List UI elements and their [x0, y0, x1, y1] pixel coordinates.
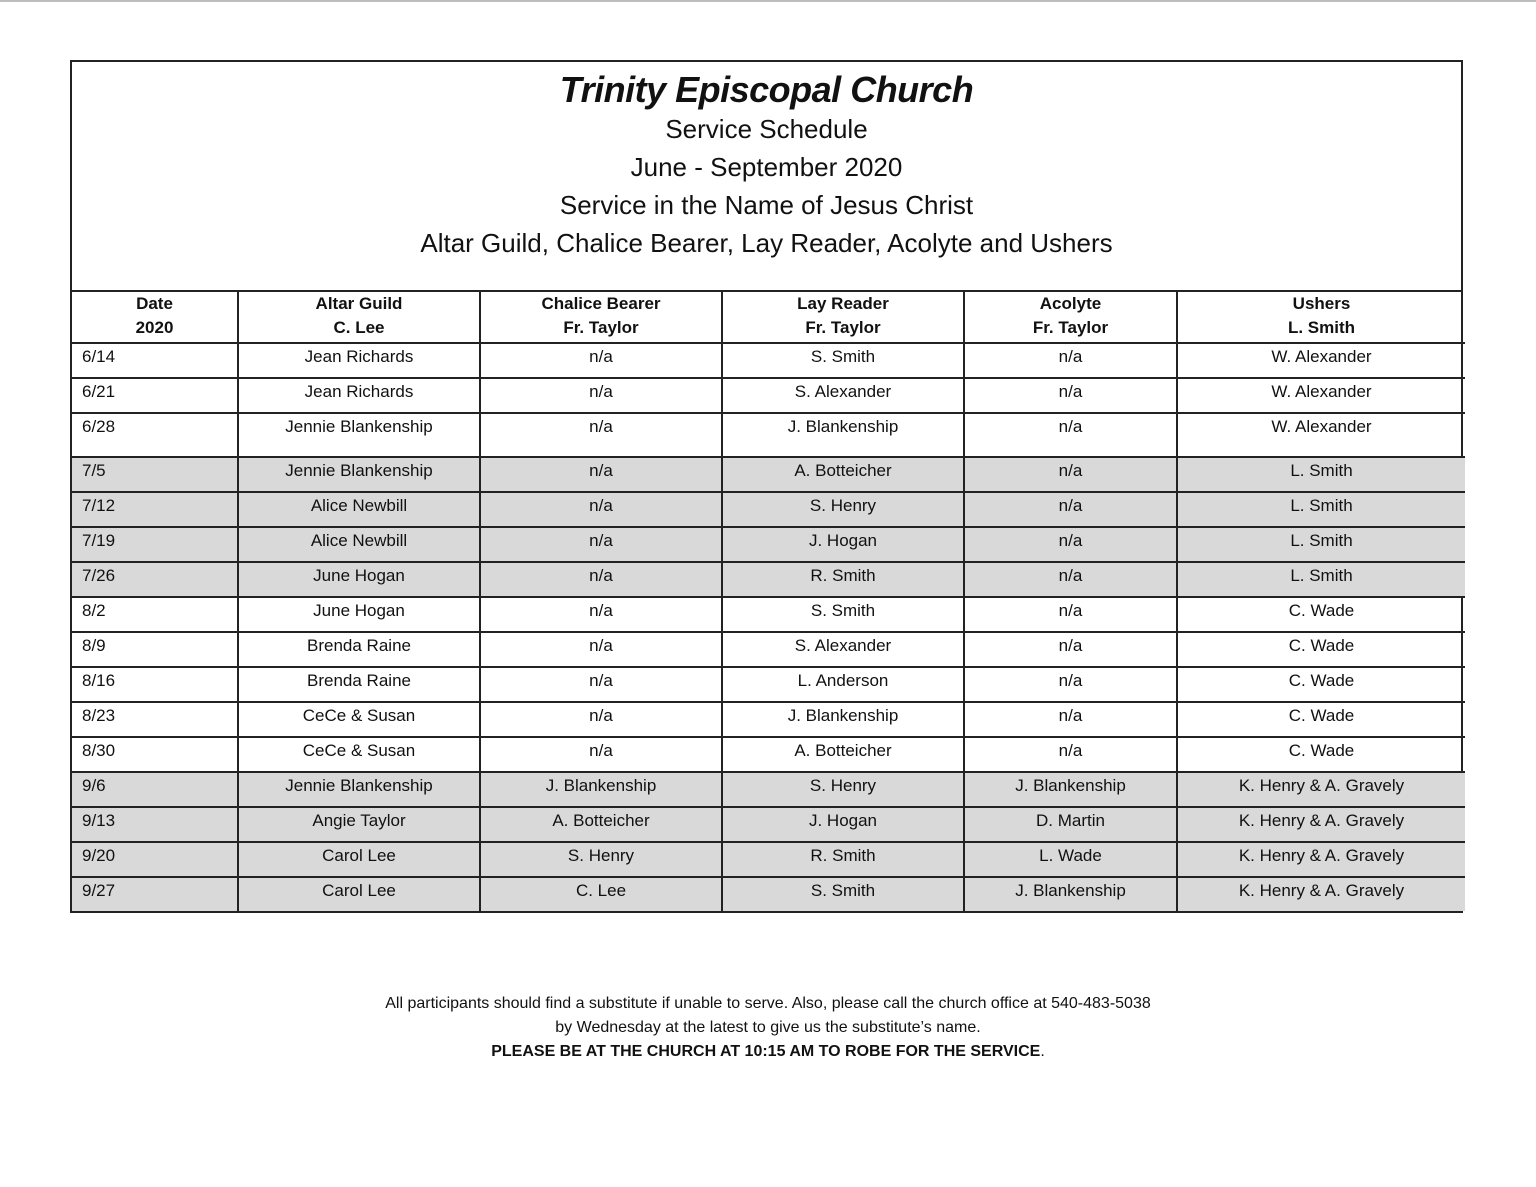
table-row: [72, 597, 1465, 632]
altar-guild-cell: Jennie Blankenship: [238, 457, 480, 492]
date-cell: 9/27: [72, 877, 238, 911]
chalice-bearer-cell: n/a: [480, 632, 722, 667]
table-row: [72, 457, 1465, 492]
column-header-date: Date 2020: [72, 292, 238, 343]
table-row: [72, 772, 1465, 807]
column-header-altar-guild: Altar Guild C. Lee: [238, 292, 480, 343]
date-cell: 7/5: [72, 457, 238, 492]
lay-reader-cell: J. Blankenship: [722, 413, 964, 457]
acolyte-cell: D. Martin: [964, 807, 1177, 842]
altar-guild-cell: Jean Richards: [238, 378, 480, 413]
acolyte-cell: n/a: [964, 632, 1177, 667]
footer-deadline-note: by Wednesday at the latest to give us the substitute’s name.: [555, 1019, 981, 1036]
chalice-bearer-cell: n/a: [480, 378, 722, 413]
altar-guild-cell: CeCe & Susan: [238, 702, 480, 737]
table-row: [72, 343, 1465, 378]
date-cell: 6/21: [72, 378, 238, 413]
lay-reader-cell: S. Smith: [722, 597, 964, 632]
acolyte-cell: n/a: [964, 597, 1177, 632]
lay-reader-cell: L. Anderson: [722, 667, 964, 702]
church-name: Trinity Episcopal Church: [559, 69, 974, 110]
altar-guild-cell: Brenda Raine: [238, 667, 480, 702]
date-cell: 8/23: [72, 702, 238, 737]
lay-reader-cell: S. Smith: [722, 343, 964, 378]
date-cell: 9/6: [72, 772, 238, 807]
altar-guild-cell: Carol Lee: [238, 842, 480, 877]
schedule-header: [72, 62, 1461, 292]
acolyte-cell: n/a: [964, 413, 1177, 457]
date-cell: 7/26: [72, 562, 238, 597]
chalice-bearer-cell: n/a: [480, 492, 722, 527]
lay-reader-cell: J. Hogan: [722, 527, 964, 562]
table-row: [72, 807, 1465, 842]
footer-robe-text: PLEASE BE AT THE CHURCH AT 10:15 AM TO ROBE FOR THE SERVICE: [491, 1043, 1041, 1060]
chalice-bearer-cell: n/a: [480, 737, 722, 772]
table-row: [72, 562, 1465, 597]
table-row: [72, 378, 1465, 413]
chalice-bearer-cell: A. Botteicher: [480, 807, 722, 842]
ushers-cell: K. Henry & A. Gravely: [1177, 807, 1465, 842]
acolyte-cell: n/a: [964, 562, 1177, 597]
altar-guild-cell: Carol Lee: [238, 877, 480, 911]
lay-reader-cell: J. Hogan: [722, 807, 964, 842]
lay-reader-cell: A. Botteicher: [722, 457, 964, 492]
altar-guild-cell: Angie Taylor: [238, 807, 480, 842]
date-cell: 9/20: [72, 842, 238, 877]
ushers-cell: K. Henry & A. Gravely: [1177, 842, 1465, 877]
ushers-cell: C. Wade: [1177, 632, 1465, 667]
date-cell: 6/14: [72, 343, 238, 378]
table-row: [72, 737, 1465, 772]
table-row: [72, 877, 1465, 911]
footer-robe-period: .: [1040, 1043, 1045, 1060]
footer-robe-note: [0, 1040, 1536, 1064]
ushers-cell: C. Wade: [1177, 597, 1465, 632]
schedule-subtitle: Service in the Name of Jesus Christ: [559, 190, 974, 220]
chalice-bearer-cell: n/a: [480, 667, 722, 702]
altar-guild-cell: Alice Newbill: [238, 492, 480, 527]
acolyte-cell: n/a: [964, 492, 1177, 527]
table-row: [72, 667, 1465, 702]
ushers-cell: W. Alexander: [1177, 343, 1465, 378]
altar-guild-cell: Jennie Blankenship: [238, 413, 480, 457]
lay-reader-cell: A. Botteicher: [722, 737, 964, 772]
date-cell: 7/12: [72, 492, 238, 527]
ushers-cell: C. Wade: [1177, 667, 1465, 702]
altar-guild-cell: June Hogan: [238, 597, 480, 632]
chalice-bearer-cell: n/a: [480, 343, 722, 378]
altar-guild-cell: CeCe & Susan: [238, 737, 480, 772]
date-cell: 8/30: [72, 737, 238, 772]
column-header-chalice-bearer: Chalice Bearer Fr. Taylor: [480, 292, 722, 343]
chalice-bearer-cell: n/a: [480, 527, 722, 562]
ushers-cell: L. Smith: [1177, 527, 1465, 562]
column-header-acolyte: Acolyte Fr. Taylor: [964, 292, 1177, 343]
table-row: [72, 702, 1465, 737]
top-rule: [0, 0, 1536, 2]
lay-reader-cell: S. Smith: [722, 877, 964, 911]
table-row: [72, 527, 1465, 562]
footer-substitute-note: All participants should find a substitute if unable to serve. Also, please call the church office at 540-483-5038: [385, 995, 1151, 1012]
column-header-ushers: Ushers L. Smith: [1177, 292, 1465, 343]
table-row: [72, 413, 1465, 457]
acolyte-cell: n/a: [964, 343, 1177, 378]
ushers-cell: K. Henry & A. Gravely: [1177, 877, 1465, 911]
ushers-cell: W. Alexander: [1177, 378, 1465, 413]
schedule-title: Service Schedule: [665, 114, 868, 144]
schedule-table: [72, 292, 1465, 911]
lay-reader-cell: J. Blankenship: [722, 702, 964, 737]
date-cell: 8/9: [72, 632, 238, 667]
ushers-cell: W. Alexander: [1177, 413, 1465, 457]
table-row: [72, 492, 1465, 527]
acolyte-cell: J. Blankenship: [964, 772, 1177, 807]
ushers-cell: L. Smith: [1177, 457, 1465, 492]
acolyte-cell: n/a: [964, 457, 1177, 492]
chalice-bearer-cell: n/a: [480, 413, 722, 457]
footer-notes: [0, 992, 1536, 1064]
altar-guild-cell: Alice Newbill: [238, 527, 480, 562]
acolyte-cell: n/a: [964, 702, 1177, 737]
ushers-cell: C. Wade: [1177, 737, 1465, 772]
date-cell: 7/19: [72, 527, 238, 562]
table-row: [72, 842, 1465, 877]
acolyte-cell: n/a: [964, 667, 1177, 702]
chalice-bearer-cell: n/a: [480, 597, 722, 632]
date-cell: 9/13: [72, 807, 238, 842]
chalice-bearer-cell: n/a: [480, 562, 722, 597]
lay-reader-cell: S. Alexander: [722, 632, 964, 667]
chalice-bearer-cell: C. Lee: [480, 877, 722, 911]
lay-reader-cell: S. Alexander: [722, 378, 964, 413]
table-header-row: [72, 292, 1465, 343]
lay-reader-cell: S. Henry: [722, 492, 964, 527]
altar-guild-cell: June Hogan: [238, 562, 480, 597]
acolyte-cell: L. Wade: [964, 842, 1177, 877]
schedule-period: June - September 2020: [630, 152, 903, 182]
date-cell: 6/28: [72, 413, 238, 457]
acolyte-cell: J. Blankenship: [964, 877, 1177, 911]
schedule-sheet: [70, 60, 1463, 913]
date-cell: 8/2: [72, 597, 238, 632]
ushers-cell: L. Smith: [1177, 562, 1465, 597]
acolyte-cell: n/a: [964, 378, 1177, 413]
lay-reader-cell: R. Smith: [722, 842, 964, 877]
acolyte-cell: n/a: [964, 527, 1177, 562]
lay-reader-cell: S. Henry: [722, 772, 964, 807]
chalice-bearer-cell: S. Henry: [480, 842, 722, 877]
acolyte-cell: n/a: [964, 737, 1177, 772]
column-header-lay-reader: Lay Reader Fr. Taylor: [722, 292, 964, 343]
altar-guild-cell: Brenda Raine: [238, 632, 480, 667]
ushers-cell: C. Wade: [1177, 702, 1465, 737]
altar-guild-cell: Jennie Blankenship: [238, 772, 480, 807]
altar-guild-cell: Jean Richards: [238, 343, 480, 378]
date-cell: 8/16: [72, 667, 238, 702]
lay-reader-cell: R. Smith: [722, 562, 964, 597]
chalice-bearer-cell: n/a: [480, 457, 722, 492]
ushers-cell: L. Smith: [1177, 492, 1465, 527]
schedule-roles: Altar Guild, Chalice Bearer, Lay Reader, Acolyte and Ushers: [420, 228, 1113, 258]
chalice-bearer-cell: J. Blankenship: [480, 772, 722, 807]
ushers-cell: K. Henry & A. Gravely: [1177, 772, 1465, 807]
chalice-bearer-cell: n/a: [480, 702, 722, 737]
table-row: [72, 632, 1465, 667]
